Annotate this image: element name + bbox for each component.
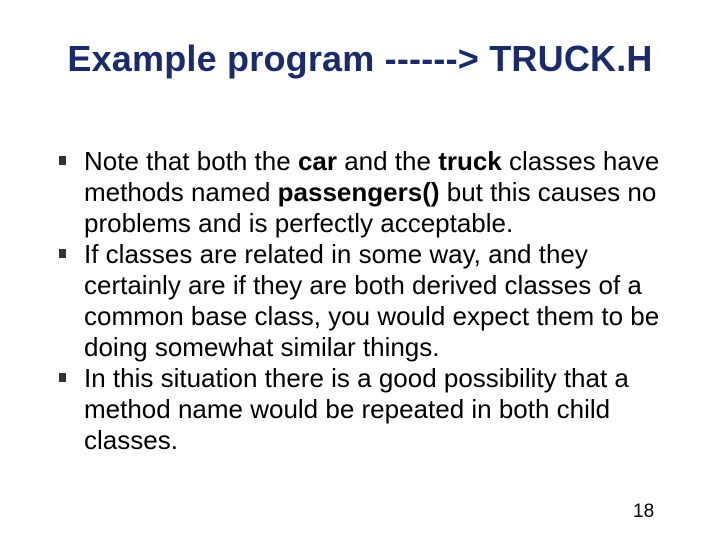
bullet-text: In this situation there is a good possibility that a method name would be repeated in both child classes. [84,363,629,455]
square-bullet-icon [59,249,66,258]
square-bullet-icon [59,373,66,382]
bullet-item [84,239,674,363]
page-number: 18 [633,501,655,522]
class-name-truck: truck [438,146,502,176]
bullet-item [84,146,674,239]
bullet-list [84,146,674,456]
square-bullet-icon [59,156,66,165]
bullet-text-segment: classes have methods named [84,146,660,207]
bullet-text-segment: but this causes no problems and is perfectly acceptable. [84,177,657,238]
bullet-item [84,363,674,456]
bullet-text: If classes are related in some way, and they certainly are if they are both derived classes of a common base class, you would expect them to be doing somewhat similar things. [84,239,660,362]
bullet-text-segment: Note that both the [84,146,298,176]
bullet-text-segment: and the [336,146,439,176]
slide-title: Example program ------> TRUCK.H [67,38,653,79]
class-name-car: car [297,146,337,176]
method-name-passengers: passengers() [277,177,440,207]
